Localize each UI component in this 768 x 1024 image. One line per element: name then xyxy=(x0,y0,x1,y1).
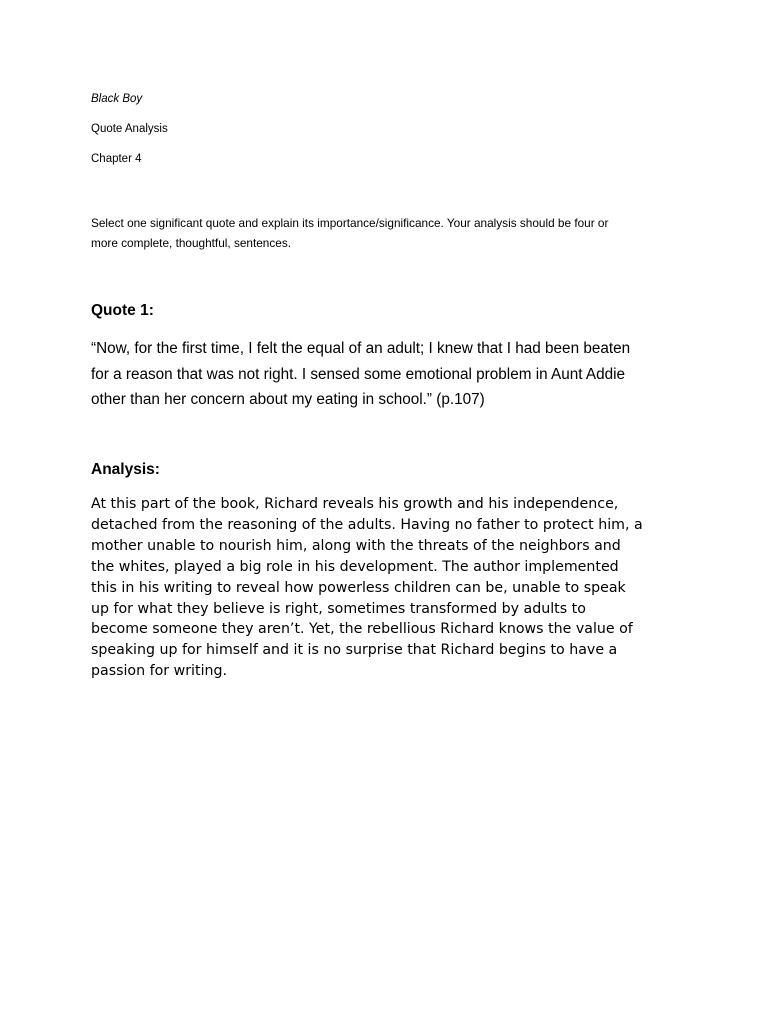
analysis-line: become someone they aren’t. Yet, the rebellious Richard knows the value of xyxy=(91,621,633,638)
quote-text xyxy=(91,336,691,413)
quote-line: other than her concern about my eating in school.” (p.107) xyxy=(91,391,485,408)
instructions-line: Select one significant quote and explain its importance/significance. Your analysis should be four or xyxy=(91,216,609,230)
instructions-line: more complete, thoughtful, sentences. xyxy=(91,236,292,250)
quote-heading: Quote 1: xyxy=(91,302,154,319)
analysis-line: speaking up for himself and it is no surprise that Richard begins to have a xyxy=(91,642,618,659)
analysis-text xyxy=(91,494,691,682)
quote-line: for a reason that was not right. I sensed some emotional problem in Aunt Addie xyxy=(91,365,626,383)
analysis-heading: Analysis: xyxy=(91,461,160,478)
book-title: Black Boy xyxy=(91,93,143,105)
analysis-line: this in his writing to reveal how powerless children can be, unable to speak xyxy=(91,579,626,596)
analysis-line: detached from the reasoning of the adults. Having no father to protect him, a xyxy=(91,516,643,533)
analysis-line: mother unable to nourish him, along with the threats of the neighbors and xyxy=(91,537,621,554)
chapter-label: Chapter 4 xyxy=(91,153,142,165)
assignment-title: Quote Analysis xyxy=(91,123,168,135)
instructions xyxy=(91,213,681,253)
analysis-line: the whites, played a big role in his development. The author implemented xyxy=(91,558,619,575)
analysis-line: passion for writing. xyxy=(91,663,228,680)
quote-line: “Now, for the first time, I felt the equal of an adult; I knew that I had been beaten xyxy=(91,340,631,357)
analysis-line: up for what they believe is right, sometimes transformed by adults to xyxy=(91,600,586,617)
analysis-line: At this part of the book, Richard reveals his growth and his independence, xyxy=(91,496,619,512)
